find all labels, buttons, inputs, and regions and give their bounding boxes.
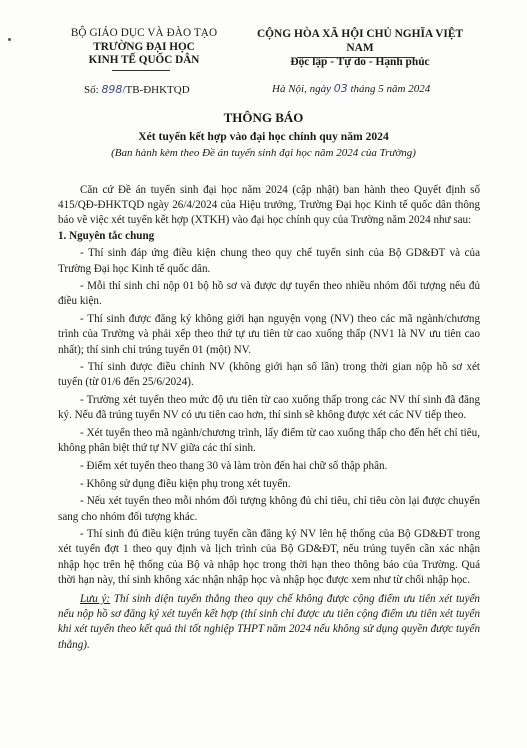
footnote-text: Thí sinh diện tuyển thẳng theo quy chế không được cộng điểm ưu tiên xét tuyển nếu nộp hồ sơ đăng ký xét tuyển kết hợp (thí sinh chỉ được ưu tiên cộng điểm ưu tiên xét tuyển khi xét tuyển theo kết quả thi tốt nghiệp THPT năm 2024 nếu không sử dụng quyền được tuyển thẳng). [58, 593, 480, 651]
document-body [58, 183, 480, 653]
rule-item: - Thí sinh đáp ứng điều kiện chung theo quy chế tuyển sinh của Bộ GD&ĐT và của Trường Đại học Kinh tế quốc dân. [58, 247, 480, 275]
motto-underline [297, 57, 415, 58]
rule-item: - Xét tuyển theo mã ngành/chương trình, lấy điểm từ cao xuống thấp cho đến hết chỉ tiêu, không phân biệt thứ tự NV giữa các thí sinh. [58, 427, 480, 455]
ministry-name: BỘ GIÁO DỤC VÀ ĐÀO TẠO [70, 27, 218, 39]
document-note: (Ban hành kèm theo Đề án tuyển sinh đại học năm 2024 của Trường) [111, 147, 416, 159]
date-prefix: Hà Nội, ngày [272, 83, 334, 95]
doc-number-handwritten: 898 [101, 83, 123, 96]
rule-item: - Thí sinh đủ điều kiện trúng tuyển cần đăng ký NV lên hệ thống của Bộ GD&ĐT trong xét tuyển đợt 1 theo quy định và lịch trình của Bộ GD&ĐT, nếu trúng tuyển cần xác nhận nhập học trên hệ thống của Bộ và nhập học trong thời hạn theo thông báo của Trường. Quá thời hạn này, thí sinh không xác nhận nhập học và nhập học được xem như từ chối nhập học. [58, 528, 480, 586]
document-title: THÔNG BÁO [223, 110, 304, 125]
footnote-label: Lưu ý: [80, 593, 111, 606]
document-subtitle: Xét tuyển kết hợp vào đại học chính quy năm 2024 [138, 130, 389, 143]
doc-number-prefix: Số: [84, 84, 102, 96]
document-number [84, 83, 190, 96]
school-name-line1: TRƯỜNG ĐẠI HỌC [93, 40, 195, 53]
intro-paragraph: Căn cứ Đề án tuyển sinh đại học năm 2024 (cập nhật) ban hành theo Quyết định số 415/QĐ-ĐHKTQD ngày 26/4/2024 của Hiệu trưởng, Trường Đại học Kinh tế quốc dân thông báo về việc xét tuyển kết hợp (XTKH) vào đại học chính quy của Trường năm 2024 như sau: [58, 184, 480, 227]
scan-speck [8, 38, 11, 41]
issue-date [272, 82, 430, 95]
rule-item: - Điểm xét tuyển theo thang 30 và làm tròn đến hai chữ số thập phân. [80, 459, 388, 472]
rule-item: - Thí sinh được điều chỉnh NV (không giới hạn số lần) trong thời gian nộp hồ sơ xét tuyển (từ 01/6 đến 25/6/2024). [58, 361, 480, 389]
rule-item: - Thí sinh được đăng ký không giới hạn nguyện vọng (NV) theo các mã ngành/chương trình của Trường và phải xếp theo thứ tự ưu tiên từ cao xuống thấp (NV1 là NV ưu tiên cao nhất); thí sinh chỉ trúng tuyển 01 (một) NV. [58, 313, 480, 356]
school-name-line2: KINH TẾ QUỐC DÂN [88, 54, 200, 66]
footnote [58, 592, 480, 653]
issuer-header [44, 27, 244, 68]
rule-item: - Nếu xét tuyển theo mỗi nhóm đối tượng không đủ chỉ tiêu, chỉ tiêu còn lại được chuyển sang cho nhóm đối tượng khác. [58, 495, 480, 523]
issuer-underline [112, 70, 170, 71]
rule-item: - Trường xét tuyển theo mức độ ưu tiên từ cao xuống thấp trong các NV thí sinh đã đăng ký. Nếu đã trúng tuyển NV có ưu tiên cao hơn, thí sinh sẽ không được xét các NV tiếp theo. [58, 394, 480, 422]
date-day-handwritten: 03 [333, 82, 348, 95]
rule-item: - Không sử dụng điều kiện phụ trong xét tuyển. [80, 477, 291, 490]
doc-number-suffix: /TB-ĐHKTQD [122, 84, 190, 96]
republic-name: CỘNG HÒA XÃ HỘI CHỦ NGHĨA VIỆT NAM [256, 28, 464, 54]
national-motto: Độc lập - Tự do - Hạnh phúc [290, 56, 430, 68]
date-rest: tháng 5 năm 2024 [347, 83, 431, 95]
rule-item: - Mỗi thí sinh chỉ nộp 01 bộ hồ sơ và được dự tuyển theo nhiều nhóm đối tượng nếu đủ điều kiện. [58, 280, 480, 308]
section-heading: 1. Nguyên tắc chung [58, 229, 155, 242]
national-header [244, 27, 476, 69]
